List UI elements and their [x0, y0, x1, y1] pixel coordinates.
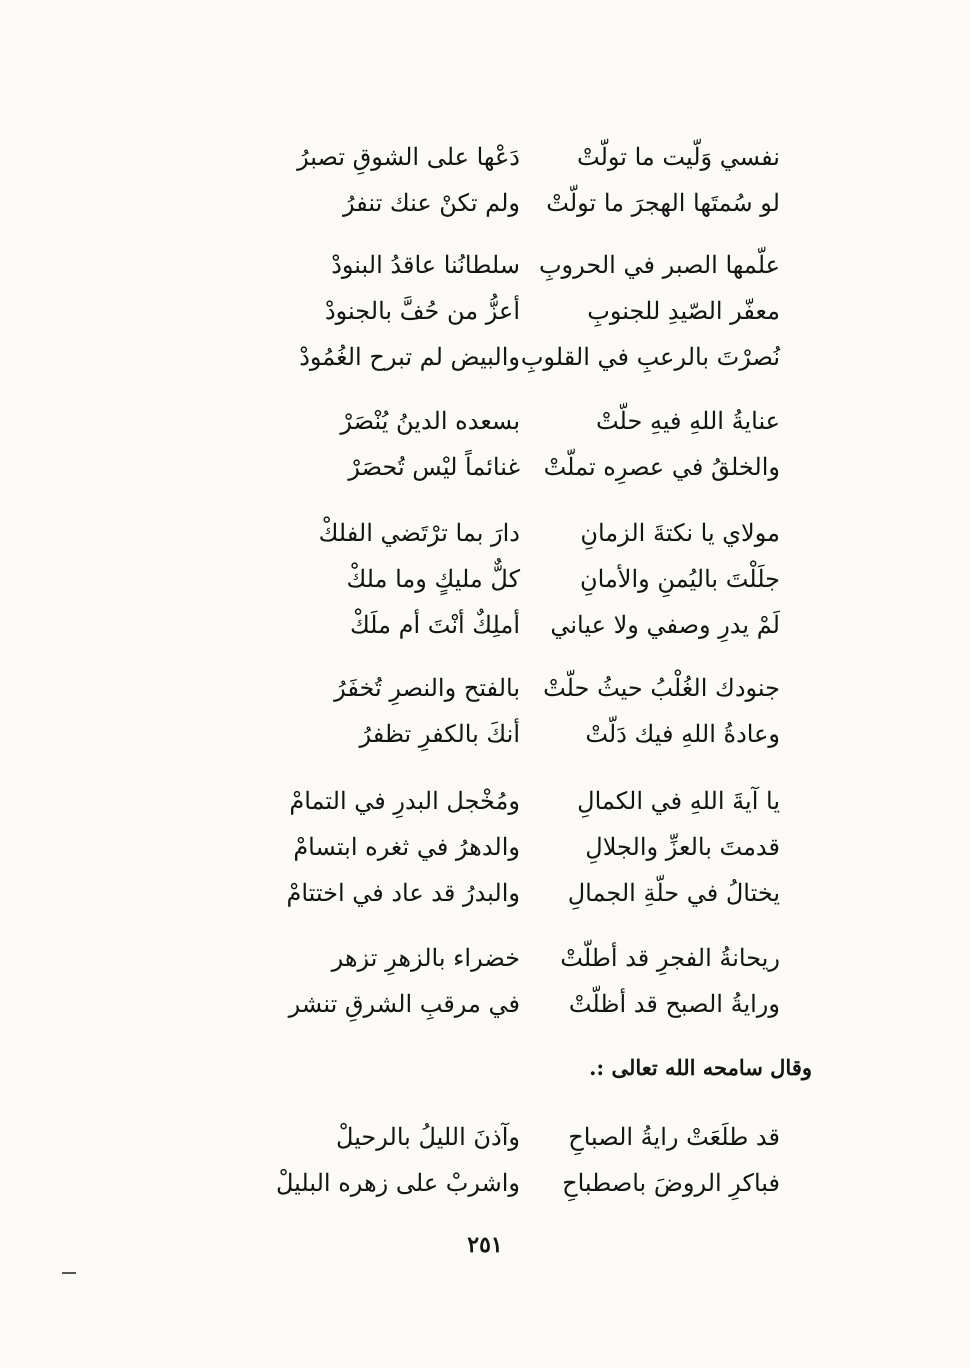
verse [240, 242, 780, 288]
stanza-4 [240, 510, 780, 648]
verse-second-hemistich: بسعده الدينُ يُنْصَرْ [340, 407, 520, 435]
verse-second-hemistich: ولم تكنْ عنك تنفرُ [342, 189, 520, 217]
verse-second-hemistich: خضراء بالزهرِ تزهر [331, 944, 520, 972]
verse [240, 510, 780, 556]
verse-first-hemistich: لو سُمتَها الهجرَ ما تولّتْ [546, 189, 780, 217]
verse [240, 981, 780, 1027]
verse [240, 1160, 780, 1206]
margin-mark [62, 1272, 76, 1274]
stanza-5 [240, 665, 780, 757]
verse-first-hemistich: يا آيةَ اللهِ في الكمالِ [577, 787, 780, 815]
verse-first-hemistich: نُصرْتَ بالرعبِ في القلوبِ [520, 343, 780, 371]
verse-second-hemistich: بالفتح والنصرِ تُخفَرُ [334, 674, 520, 702]
verse [240, 180, 780, 226]
stanza-3 [240, 398, 780, 490]
verse [240, 334, 780, 380]
stanza-2 [240, 242, 780, 380]
verse-second-hemistich: سلطانُنا عاقدُ البنودْ [331, 251, 520, 279]
stanza-6 [240, 778, 780, 916]
verse-first-hemistich: جلَلْتَ باليُمنِ والأمانِ [580, 565, 780, 593]
verse [240, 134, 780, 180]
verse-second-hemistich: ومُخْجل البدرِ في التمامْ [289, 787, 520, 815]
verse-first-hemistich: والخلقُ في عصرِه تملّتْ [543, 453, 780, 481]
verse [240, 665, 780, 711]
verse-second-hemistich: أعزُّ من حُفَّ بالجنودْ [324, 297, 520, 325]
verse-first-hemistich: لَمْ يدرِ وصفي ولا عياني [550, 611, 780, 639]
verse-first-hemistich: نفسي وَلّيت ما تولّتْ [577, 143, 780, 171]
verse-second-hemistich: دارَ بما ترْتَضي الفلكْ [318, 519, 520, 547]
page-number: ٢٥١ [467, 1232, 503, 1258]
verse [240, 870, 780, 916]
verse-second-hemistich: والبدرُ قد عاد في اختتامْ [286, 879, 520, 907]
verse-first-hemistich: علّمها الصبر في الحروبِ [538, 251, 780, 279]
verse-first-hemistich: ريحانةُ الفجرِ قد أطلّتْ [560, 944, 780, 972]
verse [240, 1114, 780, 1160]
verse-first-hemistich: جنودك الغُلْبُ حيثُ حلّتْ [543, 674, 780, 702]
stanza-1 [240, 134, 780, 226]
verse-first-hemistich: يختالُ في حلّةِ الجمالِ [567, 879, 780, 907]
verse-second-hemistich: واشربْ على زهره البليلْ [275, 1169, 520, 1197]
verse-first-hemistich: مولاي يا نكتةَ الزمانِ [580, 519, 780, 547]
verse-first-hemistich: قدمتَ بالعزِّ والجلالِ [585, 833, 780, 861]
verse [240, 778, 780, 824]
verse-first-hemistich: قد طلَعَتْ رايةُ الصباحِ [568, 1123, 780, 1151]
verse-second-hemistich: دَعْها على الشوقِ تصبرُ [297, 143, 520, 171]
verse-first-hemistich: معفّر الصّيدِ للجنوبِ [587, 297, 780, 325]
verse-second-hemistich: والبيض لم تبرح الغُمُودْ [299, 343, 520, 371]
verse [240, 711, 780, 757]
verse [240, 398, 780, 444]
verse-first-hemistich: فباكرِ الروضَ باصطباحِ [562, 1169, 780, 1197]
verse [240, 556, 780, 602]
verse-first-hemistich: ورايةُ الصبح قد أظلّتْ [568, 990, 780, 1018]
verse-second-hemistich: غنائماً ليْس تُحصَرْ [348, 453, 520, 481]
verse [240, 935, 780, 981]
verse-first-hemistich: وعادةُ اللهِ فيك دَلّتْ [585, 720, 780, 748]
verse-second-hemistich: والدهرُ في ثغره ابتسامْ [293, 833, 520, 861]
stanza-8 [240, 1114, 780, 1206]
verse [240, 602, 780, 648]
verse-second-hemistich: أملِكٌ أنْتَ أم ملَكْ [349, 611, 520, 639]
verse-second-hemistich: وآذنَ الليلُ بالرحيلْ [336, 1123, 520, 1151]
verse [240, 288, 780, 334]
verse [240, 444, 780, 490]
stanza-7 [240, 935, 780, 1027]
verse-second-hemistich: في مرقبِ الشرقِ تنشر [288, 990, 520, 1018]
verse-second-hemistich: كلٌّ مليكٍ وما ملكْ [346, 565, 520, 593]
verse [240, 824, 780, 870]
verse-first-hemistich: عنايةُ اللهِ فيهِ حلّتْ [595, 407, 780, 435]
poem-introduction: وقال سامحه الله تعالى :. [589, 1055, 812, 1080]
verse-second-hemistich: أنكَ بالكفرِ تظفرُ [359, 720, 520, 748]
